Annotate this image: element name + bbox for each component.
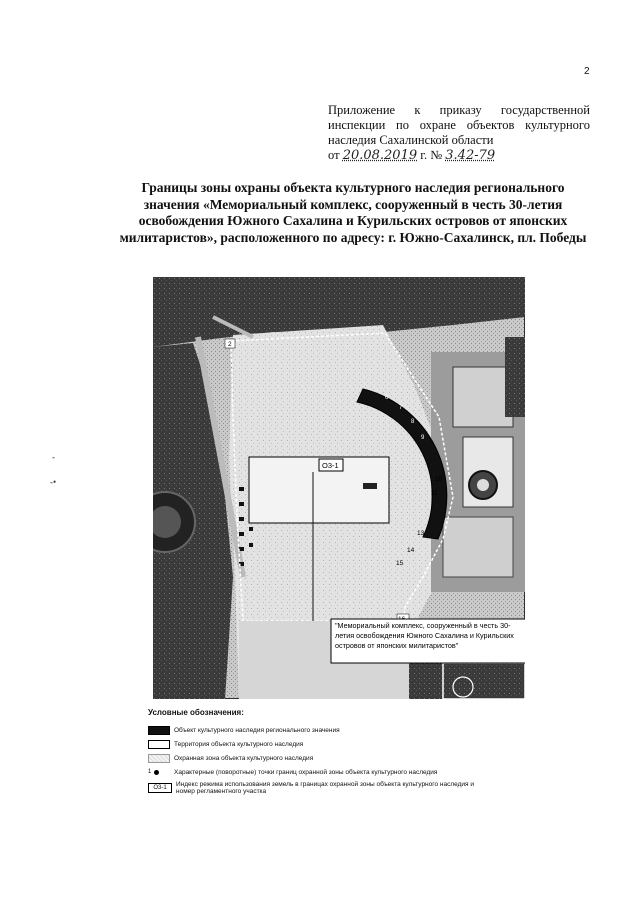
point-label-15: 15 xyxy=(396,560,404,567)
legend-text: Индекс режима использования земель в границах охранной зоны объекта культурного наследия и номер регламентного участка xyxy=(176,781,475,795)
appendix-header xyxy=(328,103,590,163)
legend xyxy=(148,708,528,797)
appendix-line-2: инспекции по охране объектов культурного xyxy=(328,118,590,132)
handwritten-number: 3.42-79 xyxy=(445,148,496,163)
point-label-7: 7 xyxy=(399,405,403,411)
appendix-date-line xyxy=(328,148,590,163)
legend-item-territory xyxy=(148,737,528,751)
handwritten-date: 20.08.2019 xyxy=(342,148,418,163)
legend-item-object xyxy=(148,723,528,737)
point-symbol-label: 1 xyxy=(148,769,152,775)
point-label-6: 6 xyxy=(385,395,389,401)
point-label-8: 8 xyxy=(411,419,415,425)
legend-item-protective-zone xyxy=(148,751,528,765)
legend-item-points xyxy=(148,765,528,779)
document-title: Границы зоны охраны объекта культурного наследия регионального значения «Мемориальный комплекс, сооруженный в честь 30-летия освобождения Южного Сахалина и Курильских островов от японских милитаристов», расположенного по адресу: г. Южно-Сахалинск, пл. Победы xyxy=(119,180,587,245)
zone-index-label: О3-1 xyxy=(322,461,339,470)
legend-text: Характерные (поворотные) точки границ охранной зоны объекта культурного наследия xyxy=(174,768,438,776)
point-label-10: 10 xyxy=(435,476,443,483)
point-dot-icon xyxy=(154,770,159,775)
grey-fill-swatch xyxy=(148,754,170,763)
point-label-13: 13 xyxy=(417,530,425,537)
legend-text: Охранная зона объекта культурного наследия xyxy=(174,754,314,762)
appendix-line-1: Приложение к приказу государственной xyxy=(328,103,590,117)
point-label-9: 9 xyxy=(421,435,425,441)
legend-text: Территория объекта культурного наследия xyxy=(174,740,304,748)
date-prefix: от xyxy=(328,148,340,162)
point-label-14: 14 xyxy=(407,547,415,554)
legend-text: Объект культурного наследия регионального значения xyxy=(174,726,340,734)
page-number: 2 xyxy=(584,66,590,77)
margin-mark-2: -• xyxy=(50,477,57,487)
index-box-symbol: О3-1 xyxy=(148,783,172,793)
point-label-2: 2 xyxy=(228,341,232,348)
aerial-map xyxy=(153,277,525,699)
white-outline-swatch xyxy=(148,740,170,749)
margin-mark-1: - xyxy=(52,452,55,462)
point-symbol xyxy=(148,768,170,777)
black-fill-swatch xyxy=(148,726,170,735)
point-label-11: 11 xyxy=(431,490,438,497)
number-prefix: г. № xyxy=(420,148,443,162)
appendix-line-3: наследия Сахалинской области xyxy=(328,133,494,147)
map-caption: "Мемориальный комплекс, сооруженный в честь 30-летия освобождения Южного Сахалина и Курильских островов от японских милитаристов" xyxy=(335,621,514,650)
legend-item-index xyxy=(148,779,528,797)
legend-heading: Условные обозначения: xyxy=(148,708,244,717)
